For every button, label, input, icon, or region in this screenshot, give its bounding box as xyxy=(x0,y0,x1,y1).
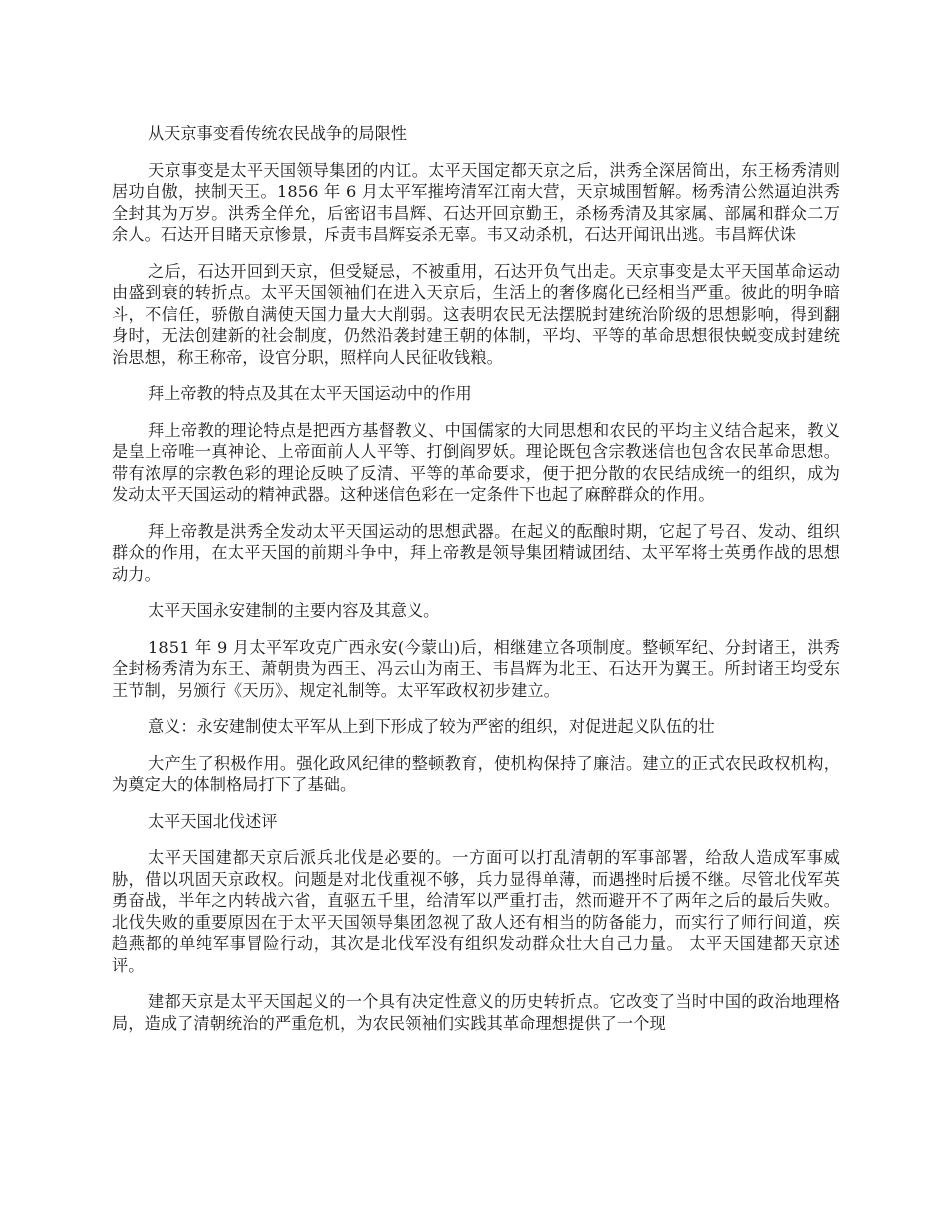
section-heading-northern-expedition: 太平天国北伐述评 xyxy=(148,811,278,831)
section-heading-tianjing-incident: 从天京事变看传统农民战争的局限性 xyxy=(148,124,407,143)
paragraph-capital-tianjing: 建都天京是太平天国起义的一个具有决定性意义的历史转折点。它改变了当时中国的政治地理格局，造成了清朝统治的严重危机，为农民领袖们实践其革命理想提供了一个现 xyxy=(112,992,840,1033)
section-heading-yongan-system: 太平天国永安建制的主要内容及其意义。 xyxy=(148,601,440,620)
paragraph-yongan-significance-cont: 大产生了积极作用。强化政风纪律的整顿教育，使机构保持了廉洁。建立的正式农民政权机构，为奠定大的体制格局打下了基础。 xyxy=(112,753,840,794)
paragraph-god-worship-2: 拜上帝教是洪秀全发动太平天国运动的思想武器。在起义的酝酿时期，它起了号召、发动、组织群众的作用，在太平天国的前期斗争中，拜上帝教是领导集团精诚团结、太平军将士英勇作战的思想动力。 xyxy=(112,521,840,584)
paragraph-yongan-system-1: 1851 年 9 月太平军攻克广西永安(今蒙山)后，相继建立各项制度。整顿军纪、分封诸王，洪秀全封杨秀清为东王、萧朝贵为西王、冯云山为南王、韦昌辉为北王、石达开为翼王。所封诸王均受东王节制，另颁行《天历》、规定礼制等。太平军政权初步建立。 xyxy=(112,637,840,700)
paragraph-yongan-significance: 意义：永安建制使太平军从上到下形成了较为严密的组织，对促进起义队伍的壮 xyxy=(148,717,715,736)
paragraph-god-worship-1: 拜上帝教的理论特点是把西方基督教义、中国儒家的大同思想和农民的平均主义结合起来，教义是皇上帝唯一真神论、上帝面前人人平等、打倒阎罗妖。理论既包含宗教迷信也包含农民革命思想。带有浓厚的宗教色彩的理论反映了反清、平等的革命要求，便于把分散的农民结成统一的组织，成为发动太平天国运动的精神武器。这种迷信色彩在一定条件下也起了麻醉群众的作用。 xyxy=(112,420,840,504)
paragraph-tianjing-incident-1: 天京事变是太平天国领导集团的内讧。太平天国定都天京之后，洪秀全深居简出，东王杨秀清则居功自傲，挟制天王。1856 年 6 月太平军摧垮清军江南大营，天京城围暂解。杨秀清公然逼迫洪秀全封其为万岁。洪秀全佯允，后密诏韦昌辉、石达开回京勤王，杀杨秀清及其家属、部属和群众二万余人。石达开目睹天京惨景，斥责韦昌辉妄杀无辜。韦又动杀机，石达开闻讯出逃。韦昌辉伏诛 xyxy=(112,160,840,244)
document-page xyxy=(112,123,840,1049)
paragraph-tianjing-incident-2: 之后，石达开回到天京，但受疑忌，不被重用，石达开负气出走。天京事变是太平天国革命运动由盛到衰的转折点。太平天国领袖们在进入天京后，生活上的奢侈腐化已经相当严重。彼此的明争暗斗，不信任，骄傲自满使天国力量大大削弱。这表明农民无法摆脱封建统治阶级的思想影响，得到翻身时，无法创建新的社会制度，仍然沿袭封建王朝的体制，平均、平等的革命思想很快蜕变成封建统治思想，称王称帝，设官分职，照样向人民征收钱粮。 xyxy=(112,261,840,367)
paragraph-northern-expedition: 太平天国建都天京后派兵北伐是必要的。一方面可以打乱清朝的军事部署，给敌人造成军事威胁，借以巩固天京政权。问题是对北伐重视不够，兵力显得单薄，而遇挫时后援不继。尽管北伐军英勇奋战，半年之内转战六省，直驱五千里，给清军以严重打击，然而避开不了两年之后的最后失败。北伐失败的重要原因在于太平天国领导集团忽视了敌人还有相当的防备能力，而实行了师行间道，疾趋燕都的单纯军事冒险行动，其次是北伐军没有组织发动群众壮大自己力量。 太平天国建都天京述评。 xyxy=(112,848,840,975)
section-heading-god-worship: 拜上帝教的特点及其在太平天国运动中的作用 xyxy=(148,384,472,403)
